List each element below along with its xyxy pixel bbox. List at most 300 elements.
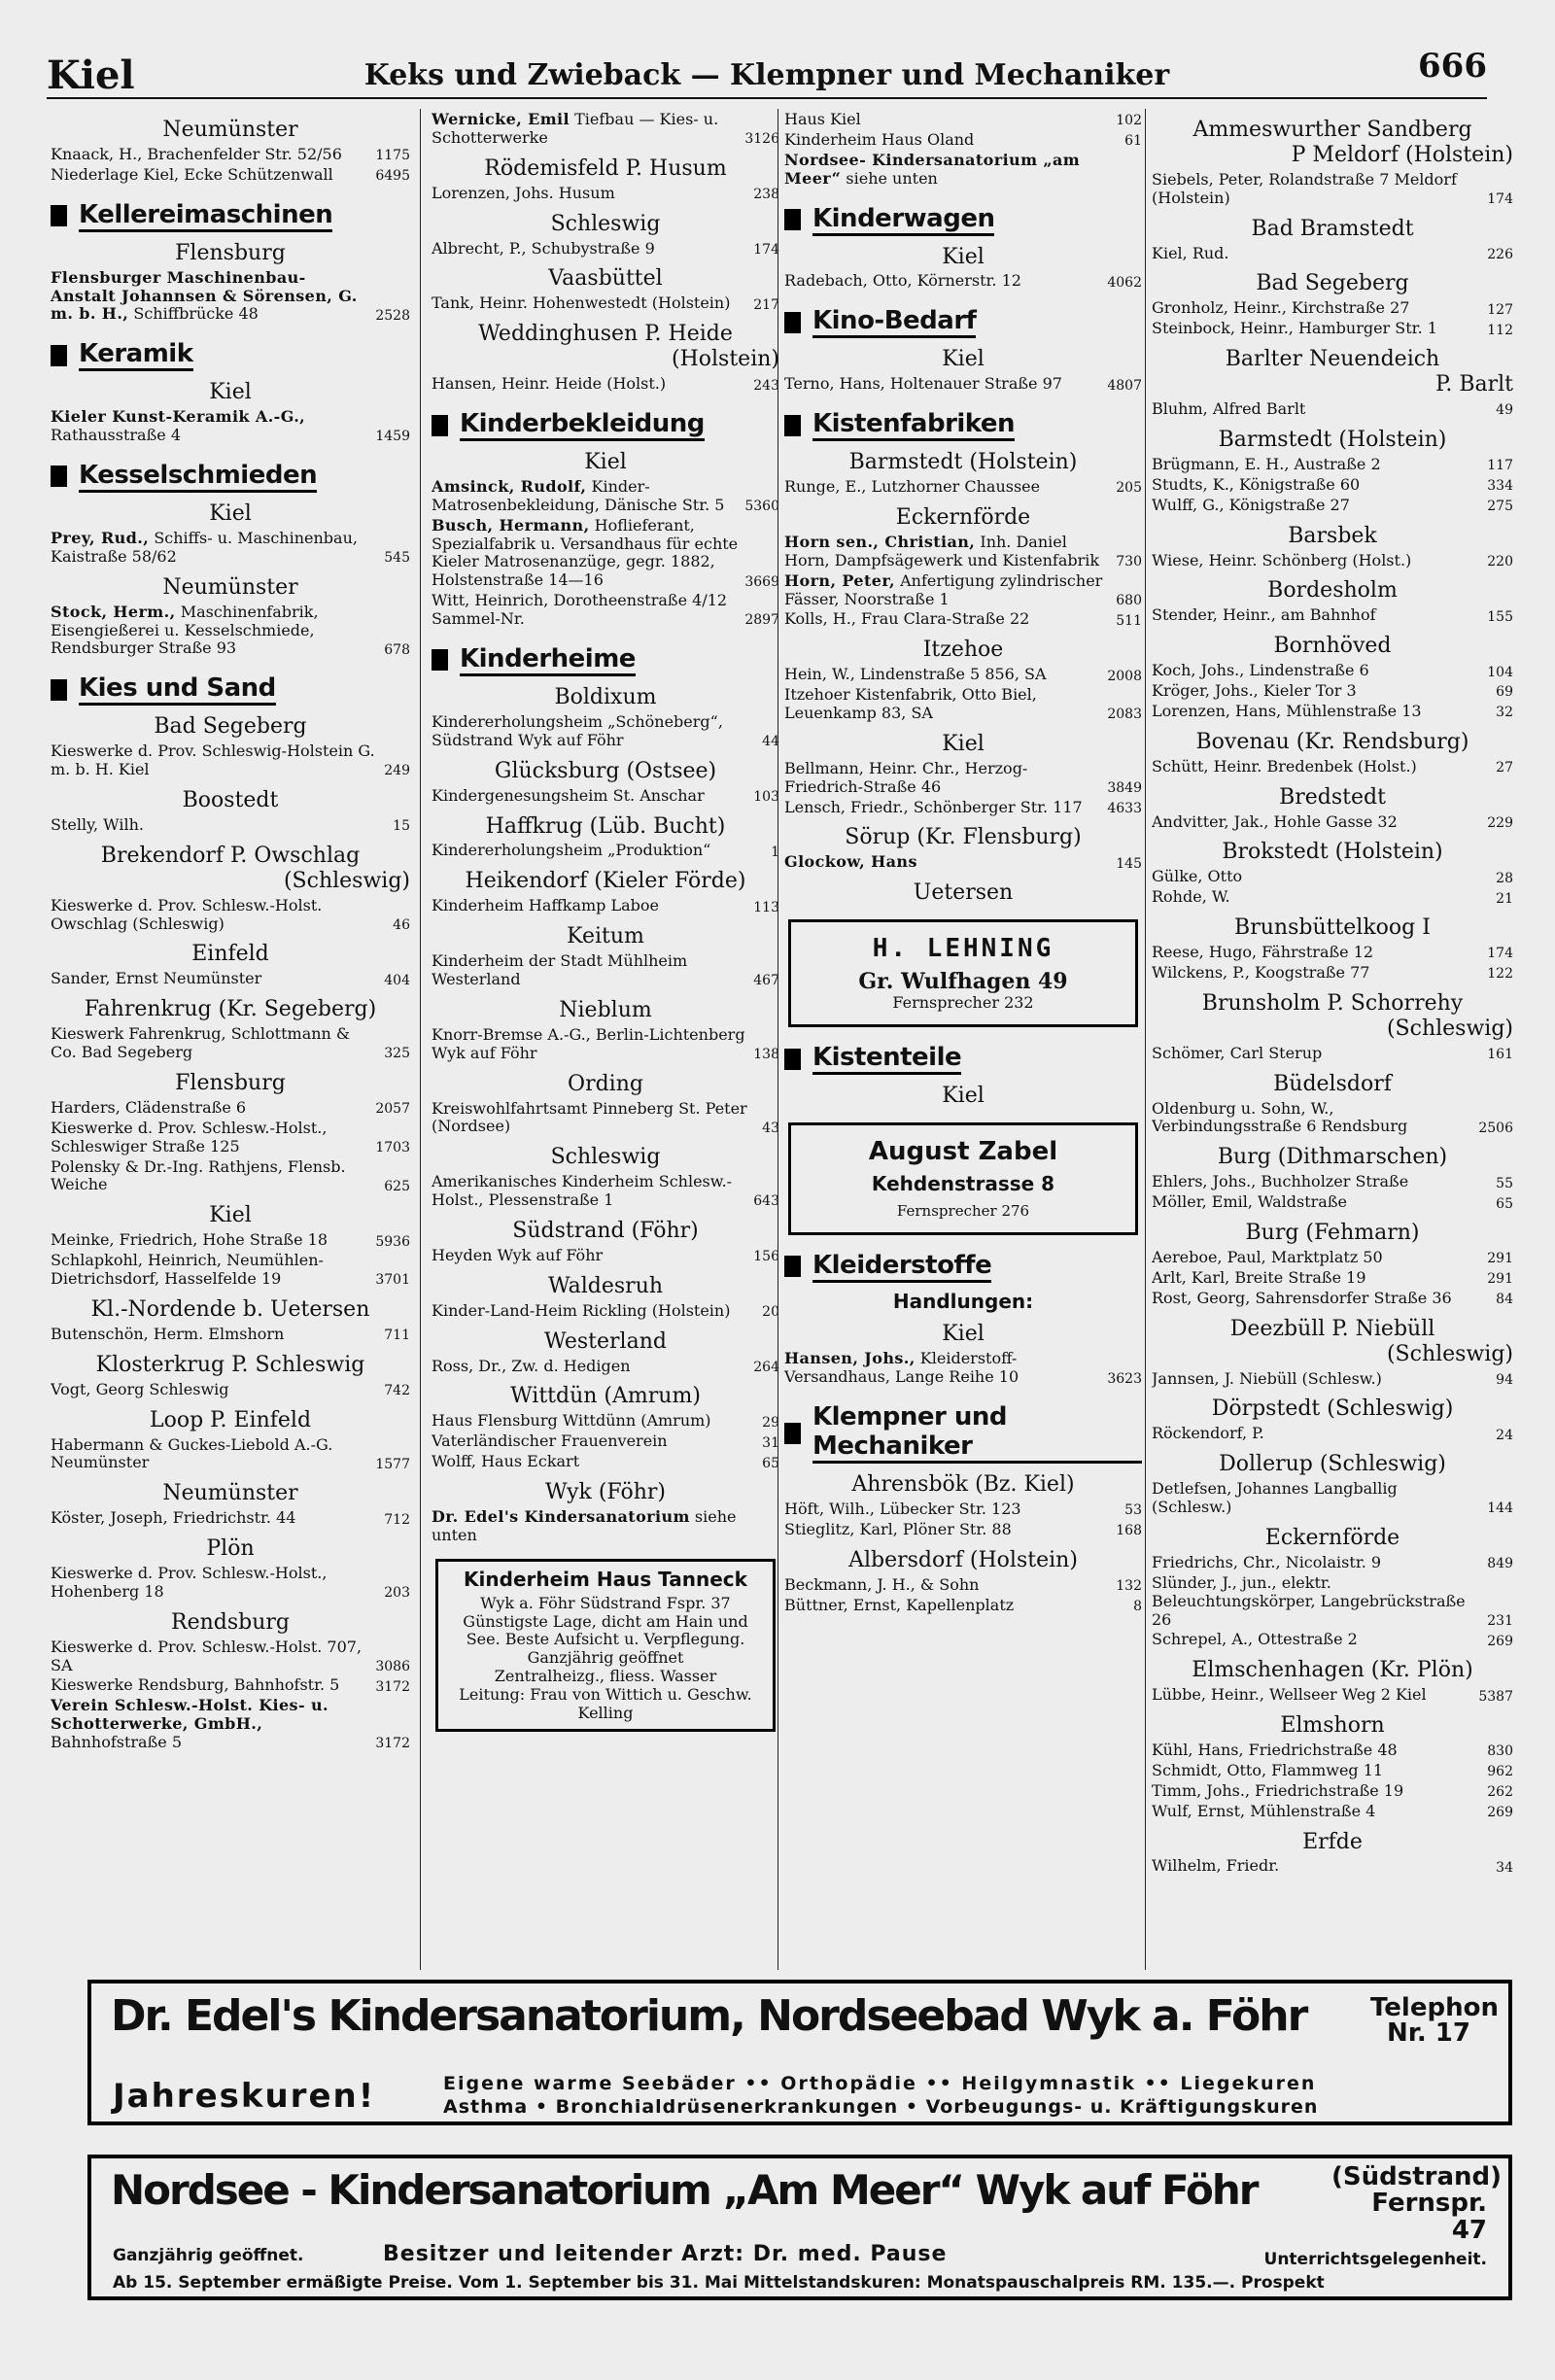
entry-phone: 962 bbox=[1487, 1764, 1513, 1780]
entry-name bbox=[784, 853, 1110, 872]
entry-firm: Horn sen., Christian, bbox=[784, 532, 976, 551]
directory-entry bbox=[51, 1697, 410, 1752]
column-1 bbox=[51, 109, 410, 1970]
entry-name bbox=[51, 1436, 369, 1473]
entry-name bbox=[51, 1025, 378, 1062]
entry-phone: 269 bbox=[1487, 1633, 1513, 1649]
directory-entry bbox=[784, 572, 1142, 609]
place-heading bbox=[1152, 730, 1513, 755]
directory-entry bbox=[784, 111, 1142, 129]
entry-name bbox=[784, 1500, 1119, 1519]
place-subname: P Meldorf (Holstein) bbox=[1291, 142, 1513, 167]
entry-phone: 3701 bbox=[375, 1272, 410, 1289]
entry-name bbox=[1152, 1290, 1490, 1308]
entry-phone: 31 bbox=[762, 1434, 779, 1451]
entry-detail: Koch, Johs., Lindenstraße 6 bbox=[1152, 661, 1369, 680]
entry-detail: Itzehoer Kistenfabrik, Otto Biel, Leuenkamp 83, SA bbox=[784, 685, 1037, 723]
place-heading bbox=[51, 1353, 410, 1378]
entry-phone: 144 bbox=[1487, 1500, 1513, 1517]
header-title: Keks und Zwieback — Klempner und Mechaniker bbox=[363, 58, 1170, 92]
directory-entry bbox=[1152, 758, 1513, 776]
entry-phone: 334 bbox=[1487, 478, 1513, 495]
directory-entry bbox=[432, 1302, 779, 1321]
directory-entry bbox=[51, 166, 410, 185]
entry-detail: Knorr-Bremse A.-G., Berlin-Lichtenberg Wyk auf Föhr bbox=[432, 1024, 745, 1062]
entry-detail: Kindererholungsheim „Produktion“ bbox=[432, 841, 711, 860]
entry-phone: 291 bbox=[1487, 1271, 1513, 1288]
directory-entry bbox=[784, 1500, 1142, 1519]
entry-phone: 27 bbox=[1496, 760, 1513, 776]
entry-detail: Witt, Heinrich, Dorotheenstraße 4/12 Sammel-Nr. bbox=[432, 591, 728, 629]
entry-name bbox=[51, 816, 387, 835]
entry-detail: Studts, K., Königstraße 60 bbox=[1152, 474, 1361, 494]
directory-entry bbox=[432, 1412, 779, 1431]
entry-phone: 1577 bbox=[375, 1456, 410, 1472]
ad-box-zabel bbox=[788, 1122, 1138, 1235]
advertisement-edel bbox=[87, 1980, 1512, 2125]
entry-phone: 1175 bbox=[375, 148, 410, 164]
directory-entry bbox=[1152, 456, 1513, 474]
place-heading bbox=[432, 450, 779, 475]
place-heading bbox=[51, 844, 410, 894]
directory-entry bbox=[432, 1453, 779, 1471]
entry-name bbox=[432, 1026, 747, 1063]
entry-name bbox=[432, 294, 747, 313]
entry-detail: Lorenzen, Johs. Husum bbox=[432, 183, 615, 202]
entry-detail: Vaterländischer Frauenverein bbox=[432, 1431, 668, 1451]
entry-detail: Lübbe, Heinr., Wellseer Weg 2 Kiel bbox=[1152, 1685, 1427, 1705]
entry-firm: Hansen, Johs., bbox=[784, 1349, 916, 1368]
directory-entry bbox=[432, 842, 779, 860]
entry-detail: Wilckens, P., Koogstraße 77 bbox=[1152, 962, 1370, 982]
place-name: Burg (Fehmarn) bbox=[1245, 1221, 1420, 1246]
entry-detail: Schlapkohl, Heinrich, Neumühlen-Dietrichsdorf, Hasselfelde 19 bbox=[51, 1251, 324, 1289]
place-heading bbox=[51, 1203, 410, 1228]
place-heading bbox=[1152, 1830, 1513, 1855]
entry-name bbox=[784, 1597, 1127, 1615]
entry-detail: Kieswerk Fahrenkrug, Schlottmann & Co. Bad Segeberg bbox=[51, 1024, 351, 1062]
entry-name bbox=[432, 517, 739, 591]
place-heading bbox=[1152, 1072, 1513, 1097]
entry-detail: Siebels, Peter, Rolandstraße 7 Meldorf (Holstein) bbox=[1152, 169, 1457, 207]
entry-detail: Lensch, Friedr., Schönberger Str. 117 bbox=[784, 797, 1083, 816]
directory-entry bbox=[1152, 662, 1513, 680]
entry-name bbox=[432, 952, 747, 989]
entry-phone: 113 bbox=[753, 899, 779, 915]
entry-detail: Tank, Heinr. Hohenwestedt (Holstein) bbox=[432, 293, 731, 313]
entry-phone: 680 bbox=[1116, 592, 1142, 608]
place-heading bbox=[1152, 1713, 1513, 1739]
entry-firm: Kieler Kunst-Keramik A.-G., bbox=[51, 407, 306, 427]
directory-entry bbox=[1152, 1762, 1513, 1780]
entry-name bbox=[784, 610, 1110, 629]
directory-entry bbox=[784, 534, 1142, 570]
place-subname: (Schleswig) bbox=[1386, 1341, 1513, 1366]
entry-phone: 243 bbox=[753, 377, 779, 394]
entry-detail: Schmidt, Otto, Flammweg 11 bbox=[1152, 1760, 1384, 1779]
place-name: Elmshorn bbox=[1280, 1713, 1385, 1739]
directory-entry bbox=[51, 1436, 410, 1473]
entry-phone: 102 bbox=[1116, 113, 1142, 129]
directory-entry bbox=[51, 1120, 410, 1156]
entry-name bbox=[784, 152, 1136, 189]
entry-phone: 467 bbox=[753, 973, 779, 989]
directory-entry bbox=[1152, 1425, 1513, 1443]
ad-box-line: Gr. Wulfhagen 49 bbox=[858, 969, 1068, 995]
directory-entry bbox=[1152, 606, 1513, 625]
place-name: Neumünster bbox=[162, 574, 298, 600]
directory-entry bbox=[1152, 1803, 1513, 1821]
place-heading bbox=[51, 1481, 410, 1506]
entry-name bbox=[1152, 758, 1490, 776]
entry-phone: 678 bbox=[384, 641, 410, 658]
entry-name bbox=[1152, 662, 1481, 680]
entry-phone: 138 bbox=[753, 1047, 779, 1063]
entry-detail: Kieswerke Rendsburg, Bahnhofstr. 5 bbox=[51, 1675, 340, 1695]
entry-phone: 325 bbox=[384, 1046, 410, 1062]
entry-firm: Amsinck, Rudolf, bbox=[432, 476, 587, 496]
directory-entry bbox=[1152, 171, 1513, 208]
entry-phone: 625 bbox=[384, 1178, 410, 1194]
directory-entry bbox=[432, 713, 779, 750]
directory-entry bbox=[51, 1231, 410, 1250]
entry-phone: 32 bbox=[1496, 705, 1513, 721]
ad-box-line: Leitung: Frau von Wittich u. Geschw. Kelling bbox=[459, 1685, 752, 1722]
entry-detail: Kieswerke d. Prov. Schlesw.-Holst., Schleswiger Straße 125 bbox=[51, 1118, 328, 1156]
entry-firm: Dr. Edel's Kindersanatorium bbox=[432, 1506, 690, 1526]
place-heading bbox=[432, 924, 779, 949]
category-heading bbox=[784, 204, 1142, 236]
place-name: Wittdün (Amrum) bbox=[510, 1384, 701, 1409]
entry-detail: Kiel, Rud. bbox=[1152, 243, 1229, 262]
entry-name bbox=[1152, 497, 1481, 515]
directory-entry bbox=[51, 1158, 410, 1195]
directory-entry bbox=[1152, 1193, 1513, 1212]
directory-entry bbox=[1152, 299, 1513, 318]
entry-detail: Friedrichs, Chr., Nicolaistr. 9 bbox=[1152, 1552, 1382, 1571]
directory-columns bbox=[51, 109, 1513, 1970]
entry-phone: 103 bbox=[753, 788, 779, 805]
entry-detail: Schiffs- u. Maschinenbau, Kaistraße 58/62 bbox=[51, 528, 358, 566]
entry-name bbox=[51, 1565, 378, 1602]
entry-firm: Verein Schlesw.-Holst. Kies- u. Schotterwerke, GmbH., bbox=[51, 1696, 328, 1734]
entry-phone: 2506 bbox=[1478, 1120, 1513, 1136]
place-heading bbox=[432, 1219, 779, 1244]
entry-name bbox=[784, 478, 1110, 497]
place-heading bbox=[432, 1480, 779, 1505]
entry-detail: Wolff, Haus Eckart bbox=[432, 1452, 580, 1471]
place-name: Ahrensbök (Bz. Kiel) bbox=[851, 1472, 1075, 1498]
entry-phone: 5936 bbox=[375, 1233, 410, 1250]
directory-entry bbox=[1152, 1554, 1513, 1572]
place-heading bbox=[51, 380, 410, 405]
entry-detail: Reese, Hugo, Fährstraße 12 bbox=[1152, 943, 1374, 962]
category-marker bbox=[51, 345, 67, 366]
directory-entry bbox=[784, 478, 1142, 497]
page-header bbox=[47, 47, 1487, 99]
place-name: Ording bbox=[568, 1071, 643, 1096]
entry-name bbox=[432, 1247, 747, 1265]
entry-name bbox=[784, 131, 1119, 150]
entry-detail: Möller, Emil, Waldstraße bbox=[1152, 1192, 1347, 1212]
entry-name bbox=[1152, 400, 1490, 419]
entry-name bbox=[1152, 1742, 1481, 1760]
entry-phone: 44 bbox=[762, 734, 779, 750]
ad-telephone: Telephon Nr. 17 bbox=[1370, 1993, 1499, 2048]
entry-detail: Stieglitz, Karl, Plöner Str. 88 bbox=[784, 1519, 1012, 1538]
entry-phone: 730 bbox=[1116, 554, 1142, 570]
entry-name bbox=[432, 1173, 747, 1210]
entry-detail: Schütt, Heinr. Bredenbek (Holst.) bbox=[1152, 756, 1417, 776]
entry-name bbox=[432, 713, 756, 750]
entry-name bbox=[51, 1120, 369, 1156]
entry-phone: 104 bbox=[1487, 664, 1513, 680]
entry-name bbox=[51, 1638, 369, 1675]
category-heading bbox=[784, 409, 1142, 441]
entry-name bbox=[1152, 1425, 1490, 1443]
category-title: Kinderheime bbox=[460, 644, 636, 676]
category-heading bbox=[432, 644, 779, 676]
entry-phone: 69 bbox=[1496, 684, 1513, 701]
ad-box-tanneck bbox=[435, 1559, 776, 1732]
place-name: Burg (Dithmarschen) bbox=[1217, 1145, 1448, 1170]
place-heading bbox=[784, 880, 1142, 906]
category-title: Kellereimaschinen bbox=[79, 200, 332, 232]
entry-detail: Kieswerke d. Prov. Schlesw.-Holst. 707, SA bbox=[51, 1637, 363, 1674]
place-name: Heikendorf (Kieler Förde) bbox=[465, 869, 746, 894]
category-title: Kleiderstoffe bbox=[812, 1251, 991, 1283]
entry-detail: Aereboe, Paul, Marktplatz 50 bbox=[1152, 1247, 1383, 1266]
entry-name bbox=[1152, 944, 1481, 962]
entry-detail: Lorenzen, Hans, Mühlenstraße 13 bbox=[1152, 701, 1422, 720]
place-name: Rendsburg bbox=[171, 1609, 290, 1635]
directory-entry bbox=[1152, 245, 1513, 263]
directory-entry bbox=[51, 1326, 410, 1344]
directory-entry bbox=[784, 610, 1142, 629]
entry-detail: Knaack, H., Brachenfelder Str. 52/56 bbox=[51, 144, 342, 163]
entry-name bbox=[1152, 868, 1490, 886]
entry-detail: Bellmann, Heinr. Chr., Herzog-Friedrich-Straße 46 bbox=[784, 758, 1028, 796]
directory-entry bbox=[51, 269, 410, 325]
place-name: Eckernförde bbox=[895, 504, 1031, 530]
entry-detail: Polensky & Dr.-Ing. Rathjens, Flensb. Weiche bbox=[51, 1156, 346, 1194]
entry-detail: Rost, Georg, Sahrensdorfer Straße 36 bbox=[1152, 1288, 1452, 1307]
entry-detail: Ehlers, Johs., Buchholzer Straße bbox=[1152, 1172, 1409, 1191]
place-heading bbox=[51, 1536, 410, 1562]
entry-phone: 1 bbox=[771, 844, 779, 860]
entry-phone: 849 bbox=[1487, 1556, 1513, 1572]
entry-name bbox=[1152, 1370, 1490, 1389]
directory-entry bbox=[784, 272, 1142, 291]
place-name: Dollerup (Schleswig) bbox=[1219, 1452, 1446, 1477]
place-heading bbox=[784, 825, 1142, 850]
entry-detail: Kinderheim Haus Oland bbox=[784, 129, 975, 149]
entry-detail: Wiese, Heinr. Schönberg (Holst.) bbox=[1152, 550, 1412, 569]
entry-detail: Höft, Wilh., Lübecker Str. 123 bbox=[784, 1500, 1021, 1519]
ad-subline: Jahreskuren! bbox=[113, 2077, 376, 2116]
entry-phone: 155 bbox=[1487, 608, 1513, 625]
place-name: Brekendorf P. Owschlag bbox=[100, 843, 361, 868]
place-heading bbox=[51, 714, 410, 740]
place-heading bbox=[784, 505, 1142, 531]
entry-firm: Stock, Herm., bbox=[51, 602, 176, 621]
entry-name bbox=[432, 1358, 747, 1376]
place-heading bbox=[1152, 1317, 1513, 1367]
entry-phone: 3172 bbox=[375, 1736, 410, 1752]
directory-entry bbox=[51, 1381, 410, 1399]
entry-detail: Kindergenesungsheim St. Anschar bbox=[432, 785, 705, 805]
place-name: Kl.-Nordende b. Uetersen bbox=[90, 1296, 370, 1322]
directory-entry bbox=[432, 1026, 779, 1063]
entry-detail: Andvitter, Jak., Hohle Gasse 32 bbox=[1152, 811, 1398, 831]
place-heading bbox=[1152, 915, 1513, 941]
entry-phone: 830 bbox=[1487, 1743, 1513, 1760]
directory-entry bbox=[784, 152, 1142, 189]
entry-name bbox=[51, 1099, 369, 1118]
place-heading bbox=[784, 347, 1142, 372]
entry-name bbox=[432, 897, 747, 915]
entry-phone: 3172 bbox=[375, 1678, 410, 1695]
ad-box-line: Fernsprecher 276 bbox=[896, 1202, 1030, 1221]
ad-headline: Nordsee - Kindersanatorium „Am Meer“ Wyk auf Föhr bbox=[111, 2166, 1258, 2214]
place-heading bbox=[784, 1548, 1142, 1573]
place-name: Sörup (Kr. Flensburg) bbox=[845, 825, 1082, 850]
directory-entry bbox=[51, 604, 410, 659]
place-heading bbox=[51, 997, 410, 1022]
place-heading bbox=[1152, 1221, 1513, 1246]
place-heading bbox=[1152, 1145, 1513, 1170]
directory-entry bbox=[1152, 320, 1513, 338]
entry-phone: 262 bbox=[1487, 1784, 1513, 1801]
entry-detail: Kleiderstoff-Versandhaus, Lange Reihe 10 bbox=[784, 1349, 1019, 1387]
entry-phone: 1703 bbox=[375, 1140, 410, 1156]
entry-detail: Gronholz, Heinr., Kirchstraße 27 bbox=[1152, 298, 1410, 318]
place-name: Barsbek bbox=[1288, 523, 1377, 548]
ad-box-line: August Zabel bbox=[868, 1137, 1058, 1167]
directory-entry bbox=[784, 760, 1142, 797]
place-heading bbox=[51, 241, 410, 266]
entry-phone: 2083 bbox=[1107, 707, 1142, 723]
place-name: Kiel bbox=[209, 500, 252, 526]
entry-phone: 1459 bbox=[375, 429, 410, 445]
entry-name bbox=[1152, 1857, 1490, 1876]
entry-phone: 545 bbox=[384, 550, 410, 567]
directory-entry bbox=[432, 1432, 779, 1451]
category-marker bbox=[51, 466, 67, 487]
category-marker bbox=[784, 209, 801, 230]
category-marker bbox=[784, 415, 801, 436]
entry-detail: Oldenburg u. Sohn, W., Verbindungsstraße 6 Rendsburg bbox=[1152, 1098, 1408, 1136]
place-heading bbox=[432, 1145, 779, 1170]
place-name: Elmschenhagen (Kr. Plön) bbox=[1192, 1658, 1473, 1683]
entry-phone: 94 bbox=[1496, 1371, 1513, 1388]
place-heading bbox=[1152, 1658, 1513, 1683]
place-name: Plön bbox=[206, 1536, 255, 1562]
entry-phone: 5387 bbox=[1478, 1688, 1513, 1705]
entry-name bbox=[432, 185, 747, 203]
entry-name bbox=[784, 686, 1101, 723]
entry-name bbox=[1152, 813, 1481, 832]
place-name: Kiel bbox=[209, 1203, 252, 1228]
entry-detail: Jannsen, J. Niebüll (Schlesw.) bbox=[1152, 1368, 1382, 1388]
entry-name bbox=[51, 1697, 369, 1752]
entry-detail: Slünder, J., jun., elektr. Beleuchtungskörper, Langebrückstraße 26 bbox=[1152, 1572, 1466, 1629]
directory-entry bbox=[432, 294, 779, 313]
entry-detail: Kühl, Hans, Friedrichstraße 48 bbox=[1152, 1741, 1398, 1760]
category-heading bbox=[784, 1251, 1142, 1283]
directory-entry bbox=[432, 517, 779, 591]
place-name: Eckernförde bbox=[1264, 1525, 1400, 1550]
entry-phone: 168 bbox=[1116, 1523, 1142, 1539]
directory-entry bbox=[1152, 868, 1513, 886]
directory-entry bbox=[432, 592, 779, 629]
entry-name bbox=[432, 1412, 756, 1431]
column-3 bbox=[778, 109, 1142, 1970]
place-heading bbox=[1152, 118, 1513, 168]
entry-name bbox=[432, 240, 747, 259]
entry-firm: Busch, Hermann, bbox=[432, 515, 590, 535]
ad-box-line: Kehdenstrasse 8 bbox=[871, 1172, 1055, 1196]
entry-phone: 203 bbox=[384, 1585, 410, 1602]
entry-name bbox=[1152, 171, 1481, 208]
column-2 bbox=[432, 109, 779, 1970]
place-name: Bordesholm bbox=[1267, 578, 1398, 604]
entry-detail: Brügmann, E. H., Austraße 2 bbox=[1152, 454, 1381, 473]
entry-detail: Schrepel, A., Ottestraße 2 bbox=[1152, 1630, 1358, 1649]
place-heading bbox=[432, 814, 779, 840]
place-name: Kiel bbox=[942, 244, 985, 269]
place-name: Kiel bbox=[209, 380, 252, 405]
entry-name bbox=[432, 1432, 756, 1451]
directory-entry bbox=[432, 1508, 779, 1545]
directory-entry bbox=[784, 375, 1142, 394]
entry-detail: Beckmann, J. H., & Sohn bbox=[784, 1574, 980, 1594]
ad-box-lehning bbox=[788, 919, 1138, 1027]
place-heading bbox=[51, 118, 410, 143]
place-heading bbox=[1152, 1397, 1513, 1422]
directory-entry bbox=[1152, 813, 1513, 832]
entry-name bbox=[1152, 1686, 1472, 1705]
category-title: Klempner und Mechaniker bbox=[812, 1402, 1142, 1464]
entry-name bbox=[784, 666, 1101, 684]
entry-name bbox=[1152, 1193, 1490, 1212]
place-name: Dörpstedt (Schleswig) bbox=[1211, 1397, 1454, 1422]
entry-detail: Kieswerke d. Prov. Schleswig-Holstein G. m. b. H. Kiel bbox=[51, 742, 375, 779]
place-heading bbox=[1152, 1452, 1513, 1477]
place-heading bbox=[1152, 524, 1513, 549]
entry-phone: 53 bbox=[1124, 1502, 1142, 1519]
entry-phone: 61 bbox=[1124, 133, 1142, 150]
place-name: Deezbüll P. Niebüll bbox=[1229, 1316, 1435, 1341]
place-name: Albersdorf (Holstein) bbox=[848, 1547, 1078, 1572]
directory-entry bbox=[51, 1638, 410, 1675]
entry-name bbox=[51, 1158, 378, 1195]
place-heading bbox=[1152, 428, 1513, 453]
entry-phone: 132 bbox=[1116, 1578, 1142, 1595]
entry-firm: Glockow, Hans bbox=[784, 852, 917, 872]
place-heading bbox=[784, 1322, 1142, 1347]
entry-name bbox=[51, 408, 369, 445]
entry-detail: Hoflieferant, Spezialfabrik u. Versandhaus für echte Kieler Matrosenanzüge, gegr. 1882, Holstenstraße 14—16 bbox=[432, 515, 739, 590]
entry-detail: Köster, Joseph, Friedrichstr. 44 bbox=[51, 1508, 296, 1528]
entry-detail: Terno, Hans, Holtenauer Straße 97 bbox=[784, 374, 1062, 394]
ad-location: (Südstrand) Fernspr. 47 bbox=[1331, 2162, 1503, 2245]
entry-name bbox=[51, 1326, 378, 1344]
entry-name bbox=[432, 592, 739, 629]
place-heading bbox=[1152, 347, 1513, 397]
entry-phone: 275 bbox=[1487, 499, 1513, 515]
entry-detail: Schömer, Carl Sterup bbox=[1152, 1043, 1323, 1062]
